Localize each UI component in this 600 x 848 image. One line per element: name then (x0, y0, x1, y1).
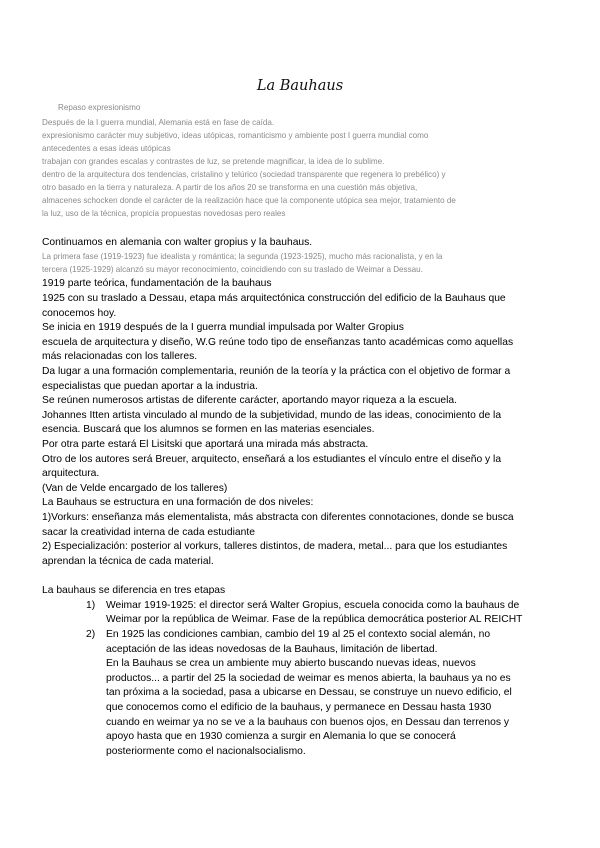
body-line: Da lugar a una formación complementaria, reunión de la teoría y la práctica con el objetivo de formar a (42, 366, 511, 377)
intro-line: dentro de la arquitectura dos tendencias, cristalino y telúrico (sociedad transparente que regenera lo prebélico) y (42, 170, 446, 179)
section-intro-text: Continuamos en alemania con walter gropius y la bauhaus. (42, 237, 313, 248)
list-item-line: Weimar 1919-1925: el director será Walter Gropius, escuela conocida como la bauhaus de (106, 600, 520, 611)
intro-line: otro basado en la tierra y naturaleza. A partir de los años 20 se transforma en una cuestión más objetiva, (42, 183, 418, 192)
intro-line: Después de la I guerra mundial, Alemania está en fase de caída. (42, 118, 275, 127)
list-item-line: aceptación de las ideas novedosas de la Bauhaus, limitación de libertad. (106, 644, 438, 655)
body-line: arquitectura. (42, 468, 100, 479)
list-number: 1) (86, 600, 96, 611)
page-title: La Bauhaus (256, 78, 344, 94)
body-line: Johannes Itten artista vinculado al mundo de la subjetividad, mundo de las ideas, conocimiento de la (42, 410, 502, 421)
list-item-line: En 1925 las condiciones cambian, cambio del 19 al 25 el contexto social alemán, no (106, 629, 491, 640)
list-item-line: posteriormente como el nacionalsocialismo. (106, 746, 306, 757)
phases-line: La primera fase (1919-1923) fue idealista y romántica; la segunda (1923-1925), mucho más racionalista, y en la (42, 252, 443, 261)
list-item-line: Weimar por la república de Weimar. Fase de la república democrática posterior AL REICHT (106, 614, 523, 625)
list-item-line: productos... a partir del 25 la sociedad de weimar es menos abierta, la bauhaus ya no es (106, 673, 511, 684)
phases-line: tercera (1925-1929) alcanzó su mayor reconocimiento, coincidiendo con su traslado de Weimar a Dessau. (42, 265, 423, 274)
intro-line: almacenes schocken donde el carácter de la realización hace que la componente utópica sea mejor, tratamiento de (42, 196, 456, 205)
body-line: aprendan la técnica de cada material. (42, 556, 214, 567)
body-line: 1919 parte teórica, fundamentación de la bauhaus (42, 278, 272, 289)
body-line: La Bauhaus se estructura en una formación de dos niveles: (42, 497, 314, 508)
list-item-line: apoyo hasta que en 1930 comienza a surgir en Alemania lo que se conocerá (106, 731, 456, 742)
body-line: sacar la creatividad interna de cada estudiante (42, 527, 255, 538)
body-line: 1)Vorkurs: enseñanza más elementalista, más abstracta con diferentes connotaciones, donde se busca (42, 512, 514, 523)
body-line: Se inicia en 1919 después de la I guerra mundial impulsada por Walter Gropius (42, 322, 404, 333)
body-line: especialistas que puedan aportar a la industria. (42, 381, 258, 392)
intro-line: la luz, uso de la técnica, propicia propuestas novedosas pero reales (42, 209, 286, 218)
intro-heading: Repaso expresionismo (58, 103, 141, 112)
body-line: 1925 con su traslado a Dessau, etapa más arquitectónica construcción del edificio de la Bauhaus que (42, 293, 506, 304)
list-item-line: cuando en weimar ya no se ve a la bauhaus con buenos ojos, en Dessau dan terrenos y (106, 717, 509, 728)
body-line: 2) Especialización: posterior al vorkurs, talleres distintos, de madera, metal... para que los estudiantes (42, 541, 508, 552)
body-line: esencia. Buscará que los alumnos se formen en las materias esenciales. (42, 424, 375, 435)
body-line: (Van de Velde encargado de los talleres) (42, 483, 228, 494)
body-line: escuela de arquitectura y diseño, W.G reúne todo tipo de enseñanzas tanto académicas como aquellas (42, 337, 514, 348)
body-line: Por otra parte estará El Lisitski que aportará una mirada más abstracta. (42, 439, 369, 450)
body-line: Otro de los autores será Breuer, arquitecto, enseñará a los estudiantes el vínculo entre el diseño y la (42, 454, 502, 465)
body-line: Se reúnen numerosos artistas de diferente carácter, aportando mayor riqueza a la escuela. (42, 395, 457, 406)
stages-heading: La bauhaus se diferencia en tres etapas (42, 585, 226, 596)
list-item-line: que conocemos como el edificio de la bauhaus, y permanece en Dessau hasta 1930 (106, 702, 492, 713)
body-line: más relacionadas con los talleres. (42, 351, 198, 362)
list-item-line: En la Bauhaus se crea un ambiente muy abierto buscando nuevas ideas, nuevos (106, 658, 476, 669)
intro-line: expresionismo carácter muy subjetivo, ideas utópicas, romanticismo y ambiente post I guerra mundial como (42, 131, 429, 140)
body-line: conocemos hoy. (42, 308, 117, 319)
list-item-line: tan próxima a la sociedad, pasa a ubicarse en Dessau, se construye un nuevo edificio, el (106, 687, 512, 698)
intro-line: trabajan con grandes escalas y contrastes de luz, se pretende magnificar, la idea de lo sublime. (42, 157, 385, 166)
intro-line: antecedentes a esas ideas utópicas (42, 144, 171, 153)
list-number: 2) (86, 629, 96, 640)
